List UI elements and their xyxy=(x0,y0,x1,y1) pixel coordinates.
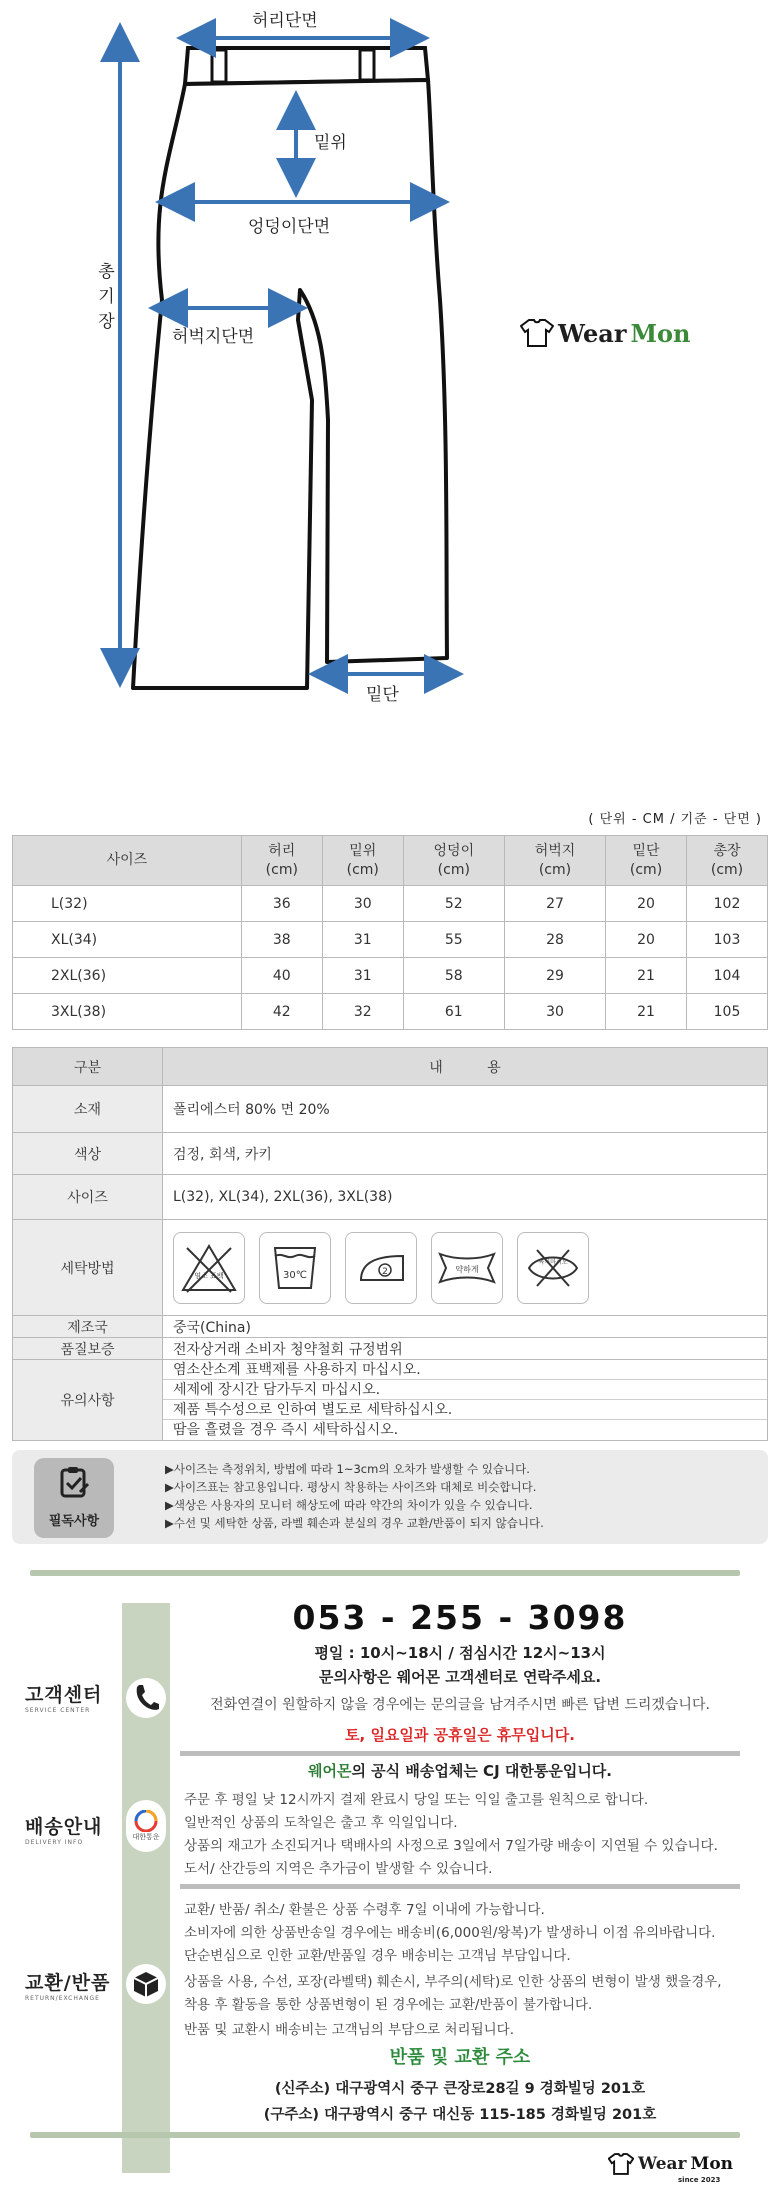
size-value-cell: 28 xyxy=(504,922,605,958)
total-length-label: 총기장 xyxy=(94,262,114,337)
brand-mon: Mon xyxy=(630,318,691,348)
divider-bottom xyxy=(30,2132,740,2138)
service-contact: 문의사항은 웨어몬 고객센터로 연락주세요. xyxy=(318,1668,602,1686)
notice-label: 필독사항 xyxy=(48,1514,100,1529)
info-head-key: 구분 xyxy=(13,1048,163,1086)
notice-item: ▶수선 및 세탁한 상품, 라벨 훼손과 분실의 경우 교환/반품이 되지 않습니다. xyxy=(165,1516,544,1530)
size-col-title: 엉덩이 xyxy=(433,842,475,859)
info-row-warranty xyxy=(13,1338,768,1360)
size-table-header xyxy=(13,836,768,886)
origin-value: 중국(China) xyxy=(163,1316,768,1338)
caution-line: 땀을 흘렸을 경우 즉시 세탁하십시오. xyxy=(173,1422,399,1438)
size-value-cell: 104 xyxy=(687,958,768,994)
exchange-address-new: (신주소) 대구광역시 중구 큰장로28길 9 경화빌딩 201호 xyxy=(274,2081,646,2097)
size-col-unit: (cm) xyxy=(265,861,298,878)
size-row xyxy=(13,886,768,922)
size-table xyxy=(12,835,768,1030)
divider-delivery xyxy=(180,1884,740,1889)
delivery-headline xyxy=(180,1760,740,1781)
size-value-cell: 102 xyxy=(687,886,768,922)
notice-list xyxy=(165,1460,544,1532)
notice-item: ▶색상은 사용자의 모니터 해상도에 따라 약간의 차이가 있을 수 있습니다. xyxy=(165,1498,533,1512)
wash-icons xyxy=(173,1224,767,1312)
waist-label: 허리단면 xyxy=(252,11,318,31)
size-col-title: 허리 xyxy=(268,842,296,859)
pants-size-diagram xyxy=(0,0,780,780)
divider-top xyxy=(30,1570,740,1576)
caution-line: 염소산소계 표백제를 사용하지 마십시오. xyxy=(163,1360,767,1380)
info-row-color xyxy=(13,1133,768,1175)
caution-line: 세제에 장시간 담가두지 마십시오. xyxy=(163,1380,767,1400)
size-value-cell: 105 xyxy=(687,994,768,1030)
size-value-cell: 30 xyxy=(504,994,605,1030)
exchange-line: 착용 후 활동을 통한 상품변형이 된 경우에는 교환/반품이 불가합니다. xyxy=(184,1997,593,2013)
size-value-cell: 31 xyxy=(322,922,403,958)
checklist-icon xyxy=(58,1466,90,1500)
size-value-cell: 40 xyxy=(241,958,322,994)
exchange-line: 상품을 사용, 수선, 포장(라벨택) 훼손시, 부주의(세탁)로 인한 상품의 변형이 발생 했을경우, xyxy=(184,1974,722,1990)
size-col-header xyxy=(322,836,403,886)
unit-note: ( 단위 - CM / 기준 - 단면 ) xyxy=(588,812,762,827)
hip-label: 엉덩이단면 xyxy=(248,217,331,237)
size-col-header xyxy=(606,836,687,886)
phone-icon xyxy=(126,1678,166,1718)
mild-detergent-icon xyxy=(431,1232,503,1304)
caution-key: 유의사항 xyxy=(13,1360,163,1441)
size-value-cell: 52 xyxy=(403,886,504,922)
size-value-cell: 21 xyxy=(606,994,687,1030)
size-value-cell: 55 xyxy=(403,922,504,958)
size-value-cell: 20 xyxy=(606,886,687,922)
exchange-subtitle: RETURN/EXCHANGE xyxy=(25,1995,100,2002)
wash-icon-1-text: 30℃ xyxy=(283,1269,307,1281)
color-value: 검정, 회색, 카키 xyxy=(163,1133,768,1175)
size-value-cell: 27 xyxy=(504,886,605,922)
exchange-title: 교환/반품 xyxy=(25,1972,111,1994)
size-col-unit: (cm) xyxy=(538,861,572,878)
size-col-header xyxy=(504,836,605,886)
notice-item: ▶사이즈표는 참고용입니다. 평상시 착용하는 사이즈와 대체로 비슷합니다. xyxy=(165,1480,537,1494)
size-col-title: 사이즈 xyxy=(106,852,148,868)
size-value-cell: 32 xyxy=(322,994,403,1030)
delivery-line: 도서/ 산간등의 지역은 추가금이 발생할 수 있습니다. xyxy=(184,1861,493,1877)
size-col-header xyxy=(403,836,504,886)
brand-since: since 2023 xyxy=(678,2176,721,2184)
delivery-line: 상품의 재고가 소진되거나 택배사의 사정으로 3일에서 7일가량 배송이 지연될 수 있습니다. xyxy=(184,1838,718,1854)
delivery-title: 배송안내 xyxy=(25,1816,103,1838)
delivery-headline-text: 의 공식 배송업체는 CJ 대한통운입니다. xyxy=(351,1762,612,1780)
size-col-unit: (cm) xyxy=(629,861,663,878)
info-table-header xyxy=(13,1048,768,1086)
size-col-header xyxy=(13,836,242,886)
caution-line: 제품 특수성으로 인하여 별도로 세탁하십시오. xyxy=(163,1400,767,1420)
service-subtitle: SERVICE CENTER xyxy=(25,1707,91,1714)
size-col-unit: (cm) xyxy=(346,861,379,878)
size-value-cell: 38 xyxy=(241,922,322,958)
wash-icon-0-text: 염소 표백 xyxy=(194,1271,224,1280)
size-col-title: 허벅지 xyxy=(534,842,576,859)
size-col-title: 총장 xyxy=(713,842,741,859)
size-value-cell: 42 xyxy=(241,994,322,1030)
size-row xyxy=(13,922,768,958)
delivery-line: 주문 후 평일 낮 12시까지 결제 완료시 당일 또는 익일 출고를 원칙으로 합니다. xyxy=(184,1792,649,1808)
size-value-cell: 29 xyxy=(504,958,605,994)
divider-service xyxy=(180,1751,740,1756)
wash-key: 세탁방법 xyxy=(13,1220,163,1316)
delivery-brand: 웨어몬 xyxy=(307,1762,352,1780)
origin-key: 제조국 xyxy=(13,1316,163,1338)
size-value-cell: 31 xyxy=(322,958,403,994)
size-name-cell: L(32) xyxy=(13,886,242,922)
brand-logo-footer xyxy=(608,2152,733,2176)
size-value-cell: 20 xyxy=(606,922,687,958)
service-hours: 평일 : 10시~18시 / 점심시간 12시~13시 xyxy=(314,1644,606,1662)
service-callback: 전화연결이 원할하지 않을 경우에는 문의글을 남겨주시면 빠른 답변 드리겠습니다. xyxy=(210,1697,710,1713)
size-col-header xyxy=(687,836,768,886)
size-col-title: 밑위 xyxy=(349,842,377,859)
color-key: 색상 xyxy=(13,1133,163,1175)
size-name-cell: 3XL(38) xyxy=(13,994,242,1030)
delivery-category xyxy=(25,1812,102,1846)
size-row xyxy=(13,958,768,994)
size-value-cell: 36 xyxy=(241,886,322,922)
hem-label: 밑단 xyxy=(366,685,399,705)
exchange-category xyxy=(25,1968,110,2002)
info-row-wash xyxy=(13,1220,768,1316)
brand-logo xyxy=(520,318,691,348)
size-value-cell: 103 xyxy=(687,922,768,958)
brand-mon: Mon xyxy=(690,2154,734,2174)
size-value-cell: 61 xyxy=(403,994,504,1030)
no-bleach-icon xyxy=(173,1232,245,1304)
info-row-size xyxy=(13,1175,768,1220)
tshirt-icon xyxy=(608,2152,634,2176)
size-value: L(32), XL(34), 2XL(36), 3XL(38) xyxy=(163,1175,768,1220)
service-category xyxy=(25,1680,102,1714)
pants-outline xyxy=(0,0,780,780)
info-row-origin xyxy=(13,1316,768,1338)
exchange-line: 교환/ 반품/ 취소/ 환불은 상품 수령후 7일 이내에 가능합니다. xyxy=(184,1902,545,1918)
size-value-cell: 30 xyxy=(322,886,403,922)
brand-wear: Wear xyxy=(638,2154,687,2174)
rise-label: 밑위 xyxy=(314,133,347,153)
wash-30-icon xyxy=(259,1232,331,1304)
size-table-body xyxy=(13,886,768,1030)
iron-icon xyxy=(345,1232,417,1304)
service-phone: 053 - 255 - 3098 xyxy=(292,1598,628,1637)
exchange-line: 단순변심으로 인한 교환/반품일 경우 배송비는 고객님 부담입니다. xyxy=(184,1948,571,1964)
info-row-material xyxy=(13,1086,768,1133)
wash-icon-3-text: 약하게 xyxy=(455,1264,479,1274)
cj-logo-icon xyxy=(126,1800,166,1852)
tshirt-icon xyxy=(520,318,554,348)
material-key: 소재 xyxy=(13,1086,163,1133)
notice-box xyxy=(12,1450,768,1544)
size-name-cell: XL(34) xyxy=(13,922,242,958)
no-wring-icon xyxy=(517,1232,589,1304)
notice-item: ▶사이즈는 측정위치, 방법에 따라 1~3cm의 오차가 발생할 수 있습니다. xyxy=(165,1462,530,1476)
exchange-address-old: (구주소) 대구광역시 중구 대신동 115-185 경화빌딩 201호 xyxy=(263,2107,657,2123)
info-head-value: 내 용 xyxy=(163,1048,768,1086)
size-value-cell: 58 xyxy=(403,958,504,994)
service-closed: 토, 일요일과 공휴일은 휴무입니다. xyxy=(345,1726,575,1744)
box-icon xyxy=(126,1964,166,2004)
exchange-line: 반품 및 교환시 배송비는 고객님의 부담으로 처리됩니다. xyxy=(184,2022,514,2038)
size-name-cell: 2XL(36) xyxy=(13,958,242,994)
brand-wear: Wear xyxy=(558,318,627,348)
wash-icon-4-text: 짜지마시오 xyxy=(538,1258,568,1266)
info-row-caution xyxy=(13,1360,768,1441)
size-col-unit: (cm) xyxy=(710,861,744,878)
delivery-line: 일반적인 상품의 도착일은 출고 후 익일입니다. xyxy=(184,1815,458,1831)
size-col-title: 밑단 xyxy=(632,842,660,859)
thigh-label: 허벅지단면 xyxy=(172,327,255,347)
service-title: 고객센터 xyxy=(25,1684,103,1706)
notice-badge xyxy=(34,1458,114,1538)
size-row xyxy=(13,994,768,1030)
size-col-header xyxy=(241,836,322,886)
material-value: 폴리에스터 80% 면 20% xyxy=(163,1086,768,1133)
product-info-table xyxy=(12,1047,768,1441)
delivery-subtitle: DELIVERY INFO xyxy=(25,1839,84,1846)
size-key: 사이즈 xyxy=(13,1175,163,1220)
exchange-line: 소비자에 의한 상품반송일 경우에는 배송비(6,000원/왕복)가 발생하니 이점 유의바랍니다. xyxy=(184,1925,716,1941)
exchange-address-title: 반품 및 교환 주소 xyxy=(389,2047,531,2068)
size-col-unit: (cm) xyxy=(437,861,470,878)
wash-icon-2-text: 2 xyxy=(382,1266,388,1277)
warranty-value: 전자상거래 소비자 청약철회 규정범위 xyxy=(163,1338,768,1360)
warranty-key: 품질보증 xyxy=(13,1338,163,1360)
cj-label: 대한통운 xyxy=(132,1833,160,1841)
size-value-cell: 21 xyxy=(606,958,687,994)
